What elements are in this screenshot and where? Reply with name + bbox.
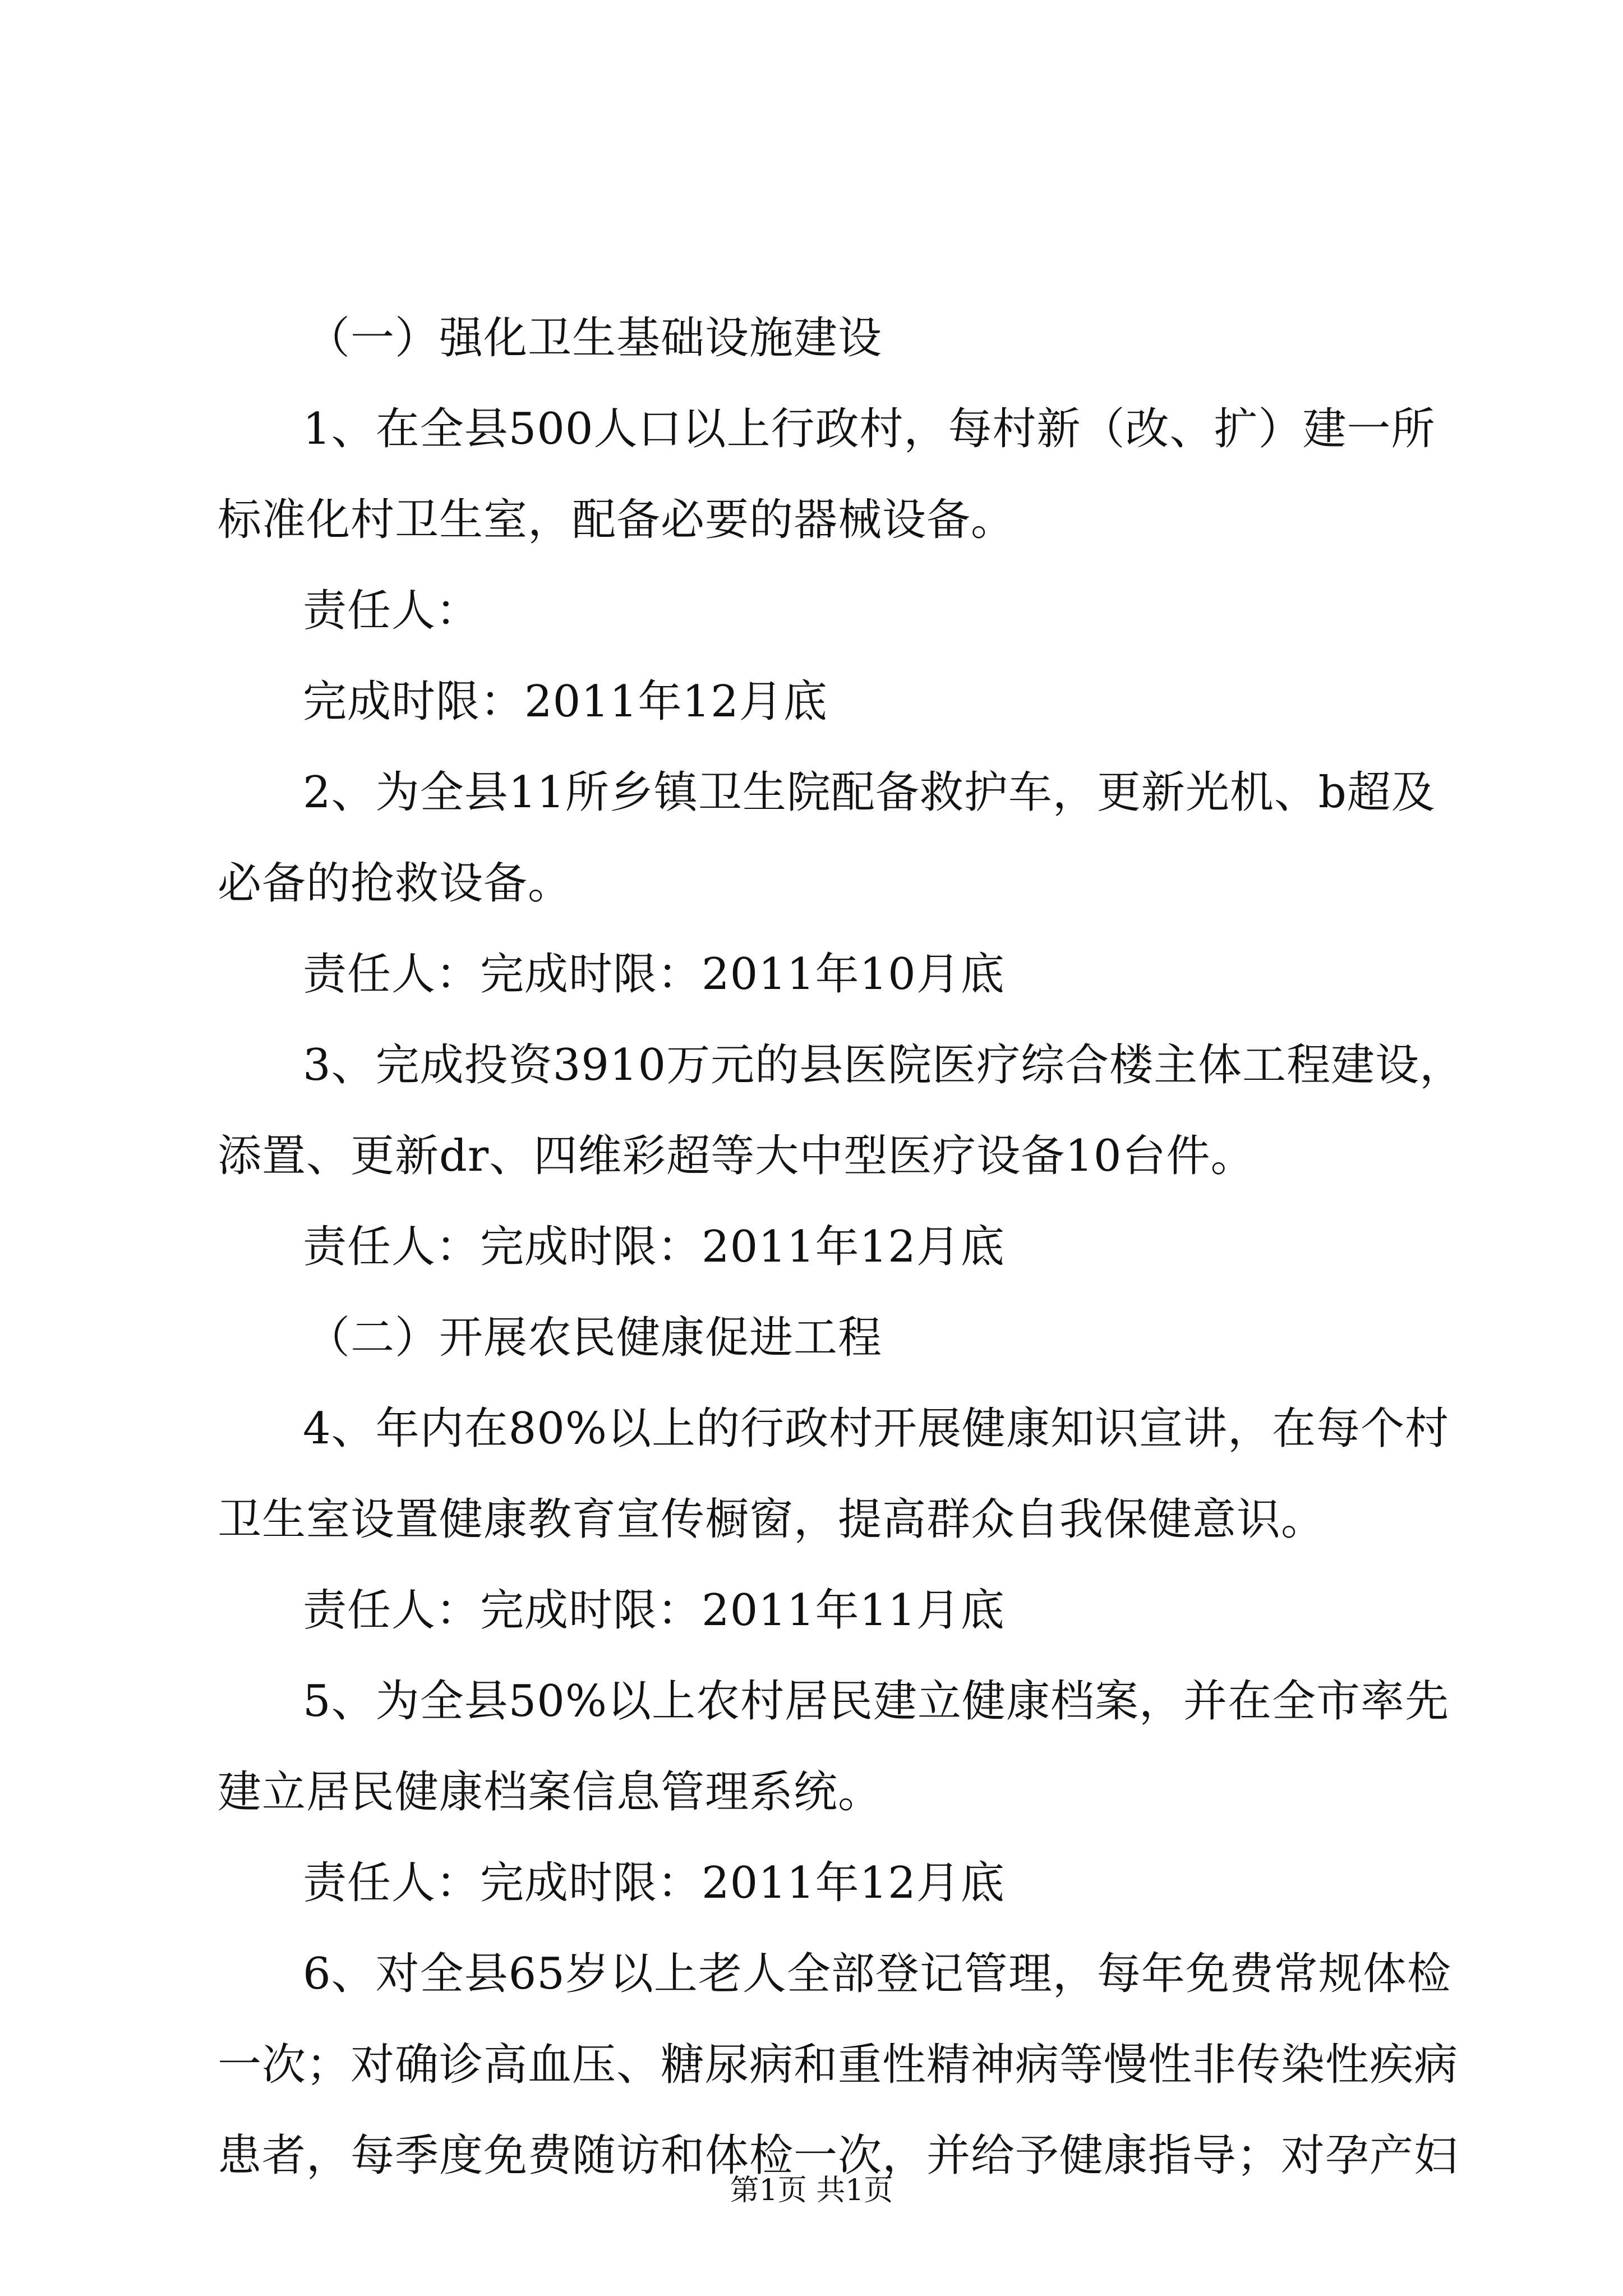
paragraph-line: 责任人：完成时限：2011年11月底: [303, 1585, 1005, 1636]
paragraph-line: 一次；对确诊高血压、糖尿病和重性精神病等慢性非传染性疾病: [218, 2040, 1459, 2090]
paragraph-line: 完成时限：2011年12月底: [303, 677, 828, 727]
paragraph-line: 患者，每季度免费随访和体检一次，并给予健康指导；对孕产妇: [218, 2131, 1459, 2181]
paragraph-line: 责任人：完成时限：2011年10月底: [303, 949, 1005, 1000]
paragraph-line: 1、在全县500人口以上行政村，每村新（改、扩）建一所: [303, 404, 1436, 454]
section-heading: （二）开展农民健康促进工程: [306, 1313, 883, 1363]
paragraph-line: 责任人：完成时限：2011年12月底: [303, 1858, 1005, 1908]
paragraph-line: 必备的抢救设备。: [218, 858, 573, 909]
paragraph-line: 标准化村卫生室，配备必要的器械设备。: [218, 495, 1016, 545]
paragraph-line: 建立居民健康档案信息管理系统。: [218, 1767, 883, 1818]
section-heading: （一）强化卫生基础设施建设: [306, 313, 883, 364]
paragraph-line: 3、完成投资3910万元的县医院医疗综合楼主体工程建设，: [303, 1040, 1464, 1091]
paragraph-line: 2、为全县11所乡镇卫生院配备救护车，更新光机、b超及: [303, 767, 1436, 818]
paragraph-line: 责任人：完成时限：2011年12月底: [303, 1222, 1005, 1272]
page-footer: 第1页 共1页: [730, 2174, 893, 2207]
paragraph-line: 添置、更新dr、四维彩超等大中型医疗设备10台件。: [218, 1131, 1255, 1181]
paragraph-line: 5、为全县50%以上农村居民建立健康档案，并在全市率先: [303, 1676, 1449, 1727]
document-body: [218, 293, 1464, 2201]
paragraph-line: 卫生室设置健康教育宣传橱窗，提高群众自我保健意识。: [218, 1494, 1326, 1545]
paragraph-line: 责任人：: [303, 586, 481, 636]
paragraph-line: 4、年内在80%以上的行政村开展健康知识宣讲，在每个村: [303, 1404, 1449, 1454]
paragraph-line: 6、对全县65岁以上老人全部登记管理，每年免费常规体检: [303, 1949, 1451, 1999]
